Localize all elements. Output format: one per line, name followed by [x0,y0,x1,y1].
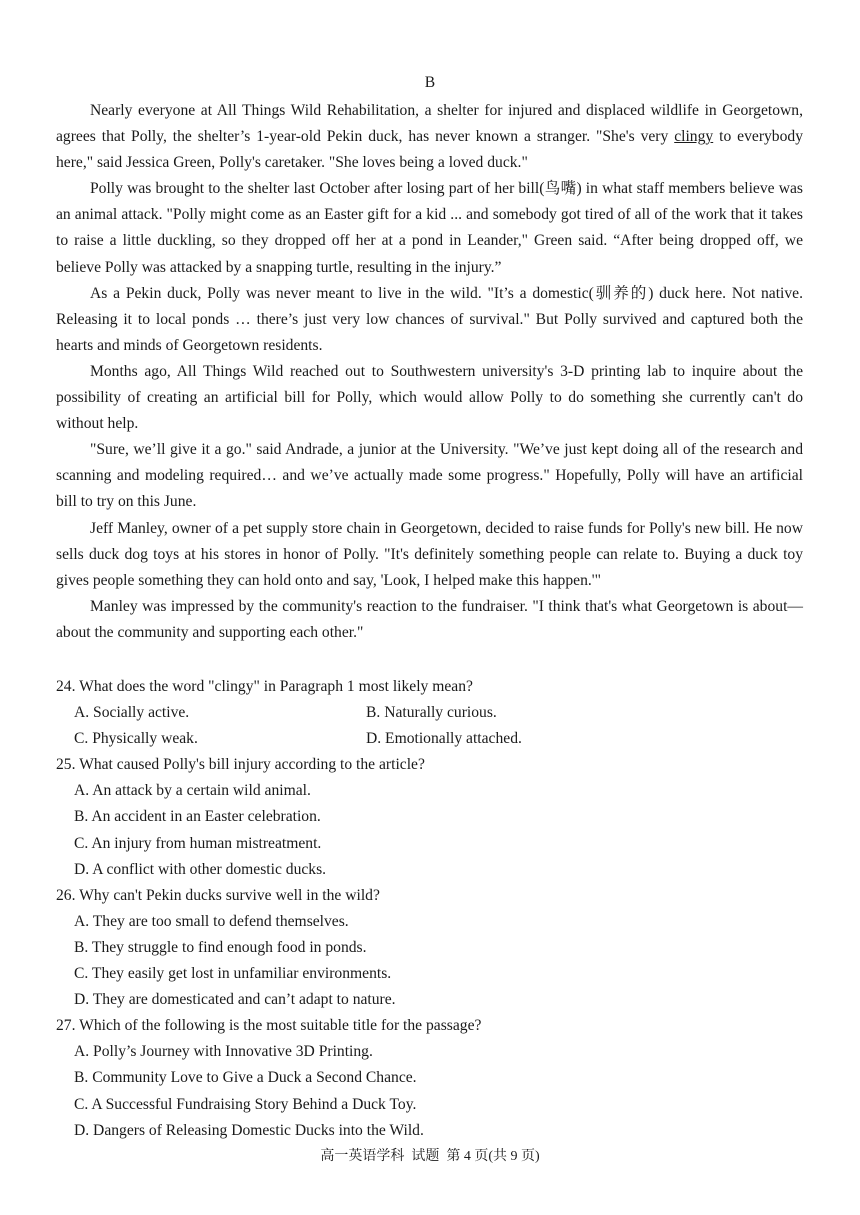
option-d: D. A conflict with other domestic ducks. [74,860,327,878]
question-24 [56,674,816,752]
option-b: B. Naturally curious. [366,704,497,722]
option-d: D. They are domesticated and can’t adapt to nature. [74,991,396,1009]
question-stem: 26. Why can't Pekin ducks survive well in the wild? [56,886,380,904]
paragraph-7: Manley was impressed by the community's reaction to the fundraiser. "I think that's what Georgetown is about—about the community and supporting each other." [56,597,803,641]
option-b: B. Community Love to Give a Duck a Second Chance. [74,1069,417,1087]
question-list [56,674,816,1144]
paragraph-5: "Sure, we’ll give it a go." said Andrade, a junior at the University. "We’ve just kept doing all of the research and scanning and modeling required… and we’ve actually made some progress." Hopefully, Polly will have an artificial bill to try on this June. [56,441,803,511]
option-d: D. Emotionally attached. [366,730,522,748]
option-list [56,1039,816,1143]
option-a: A. They are too small to defend themselves. [74,912,349,930]
option-c: C. Physically weak. [74,730,198,748]
paragraph-1-text-before: Nearly everyone at All Things Wild Rehabilitation, a shelter for injured and displaced wildlife in Georgetown, agrees that Polly, the shelter’s 1-year-old Pekin duck, has never known a stranger. "She's very [56,102,803,146]
option-list [56,909,816,1013]
section-heading: B [424,74,436,91]
question-stem: 27. Which of the following is the most suitable title for the passage? [56,1017,482,1035]
question-stem: 24. What does the word "clingy" in Paragraph 1 most likely mean? [56,678,473,695]
paragraph-4: Months ago, All Things Wild reached out to Southwestern university's 3-D printing lab to inquire about the possibility of creating an artificial bill for Polly, which would allow Polly to do something she currently can't do without help. [56,362,803,433]
option-a: A. Socially active. [74,704,190,722]
option-c: C. They easily get lost in unfamiliar environments. [74,965,392,983]
option-c: C. A Successful Fundraising Story Behind a Duck Toy. [74,1095,417,1113]
option-c: C. An injury from human mistreatment. [74,834,322,852]
underlined-word-clingy: clingy [674,128,714,146]
question-26 [56,883,816,1013]
option-b: B. They struggle to find enough food in ponds. [74,938,367,956]
option-d: D. Dangers of Releasing Domestic Ducks into the Wild. [74,1121,424,1139]
footer-text: 高一英语学科 试题 第 4 页(共 9 页) [320,1149,540,1164]
paragraph-3: As a Pekin duck, Polly was never meant to live in the wild. "It’s a domestic(驯养的) duck here. Not native. Releasing it to local ponds … there’s just very low chances of survival." But Polly survived and captured both the hearts and minds of Georgetown residents. [56,284,803,354]
page-footer [0,1147,860,1167]
option-a: A. An attack by a certain wild animal. [74,782,311,800]
question-25 [56,752,816,882]
paragraph-1 [56,98,803,176]
paragraph-2: Polly was brought to the shelter last October after losing part of her bill(鸟嘴) in what staff members believe was an animal attack. "Polly might come as an Easter gift for a kid ... and somebody got tired of all of the work that it takes to raise a little duckling, so they dropped off her at a pond in Leander," Green said. “After being dropped off, we believe Polly was attacked by a snapping turtle, resulting in the injury.” [56,180,803,276]
option-b: B. An accident in an Easter celebration. [74,808,321,826]
option-list [56,778,816,882]
question-stem: 25. What caused Polly's bill injury according to the article? [56,756,425,774]
reading-passage [56,98,803,646]
paragraph-6: Jeff Manley, owner of a pet supply store chain in Georgetown, decided to raise funds for Polly's new bill. He now sells duck dog toys at his stores in honor of Polly. "It's definitely something people can relate to. Buying a duck toy gives people something they can hold onto and say, 'Look, I helped make this happen.'" [56,519,803,589]
question-27 [56,1013,816,1143]
paragraph-1-text-after: to everybody here," said Jessica Green, Polly's caretaker. "She loves being a loved duck." [56,128,803,172]
option-a: A. Polly’s Journey with Innovative 3D Printing. [74,1043,373,1061]
option-list [56,700,816,752]
